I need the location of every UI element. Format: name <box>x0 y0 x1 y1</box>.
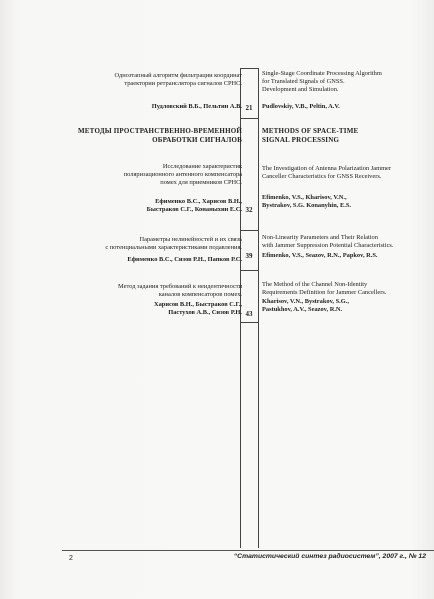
entry-4-en-title-line: The Method of the Channel Non-Identity <box>262 281 368 288</box>
footer-rule <box>62 550 434 551</box>
entry-1-ru-title-line: траектории ретранслятора сигналов СРНС. <box>124 80 242 88</box>
entry-4-ru-title-line: Метод задания требований к неидентичности <box>118 283 242 290</box>
entry-1-en-authors: Pudlovskiy, V.B., Peltin, A.V. <box>262 103 340 110</box>
entry-4-ru-title-line: каналов компенсаторов помех. <box>158 291 242 299</box>
entry-4-ru-authors <box>154 301 242 317</box>
entry-2-page: 32 <box>245 206 253 214</box>
entry-2-ru-title-line: поляризационного антенного компенсатора <box>123 171 242 179</box>
section-title-en-line: SIGNAL PROCESSING <box>262 136 340 144</box>
entry-2-en-title-line: Canceller Characteristics for GNSS Receivers. <box>262 173 382 181</box>
entry-2-ru-title-line: Исследование характеристик <box>162 163 242 170</box>
entry-3-ru-authors: Ефименко В.С., Сизов Р.Н., Папков Р.С. <box>127 256 242 263</box>
entry-2-en-authors <box>262 194 412 210</box>
entry-3-en-title-line: Non-Linearity Parameters and Their Relation <box>262 234 378 241</box>
entry-4-ru-authors-line: Харисов В.Н., Быстраков С.Г., <box>153 301 242 308</box>
entry-1-ru-title <box>114 72 242 88</box>
entry-2-en-title-line: The Investigation of Antenna Polarization Jammer <box>262 165 392 172</box>
entry-3-ru-title-line: Параметры нелинейностей и их связь <box>139 236 242 243</box>
box-rule-2 <box>240 230 258 231</box>
footer-page-number: 2 <box>69 555 73 562</box>
entry-2-ru-authors-line: Ефименко В.С., Харисов В.Н., <box>155 198 242 205</box>
entry-1-ru-title-line: Однозтапный алгоритм фильтрации координат <box>114 72 242 79</box>
entry-1-ru-authors: Пудловский В.Б., Пельтин А.В. <box>151 103 242 110</box>
box-rule-1 <box>240 118 258 119</box>
section-title-ru <box>78 127 242 145</box>
entry-1-en-title-line: for Translated Signals of GNSS. <box>262 78 345 86</box>
section-title-en-line: METHODS OF SPACE-TIME <box>262 127 359 135</box>
entry-2-ru-title <box>124 163 242 188</box>
entry-2-en-authors-line: Bystrakov, S.G. Konanyhin, E.S. <box>262 202 351 210</box>
entry-4-en-authors-line: Pastukhov, A.V., Seazov, R.N. <box>262 306 343 314</box>
entry-4-ru-title <box>118 283 242 299</box>
box-rule-3 <box>240 270 258 271</box>
entry-2-en-title <box>262 165 412 181</box>
entry-2-en-authors-line: Efimenko, V.S., Kharisov, V.N., <box>262 194 347 201</box>
section-title-en <box>262 127 358 145</box>
entry-3-en-authors: Efimenko, V.S., Seazov, R.N., Papkov, R.S. <box>262 252 378 259</box>
entry-2-ru-title-line: помех для приемников СРНС. <box>160 179 242 187</box>
box-rule-4 <box>240 322 258 323</box>
entry-1-page: 21 <box>245 104 253 112</box>
entry-4-page: 43 <box>245 310 253 318</box>
entry-3-en-title-line: with Jammer Suppression Potential Characteristics. <box>262 242 394 250</box>
entry-1-en-title <box>262 70 412 95</box>
section-title-ru-line: МЕТОДЫ ПРОСТРАНСТВЕННО-ВРЕМЕННОЙ <box>78 127 242 135</box>
entry-2-ru-authors-line: Быстраков С.Г., Конаныхин Е.С. <box>146 206 242 214</box>
entry-4-en-title-line: Requirements Definition for Jammer Cancellers. <box>262 289 387 297</box>
column-rule-right <box>258 68 259 548</box>
entry-4-ru-authors-line: Пастухов А.В., Сизов Р.Н. <box>168 309 242 317</box>
section-title-ru-line: ОБРАБОТКИ СИГНАЛОВ <box>152 136 242 144</box>
footer-journal-title: “Статистический синтез радиосистем”, 2007 г., № 12 <box>233 553 426 560</box>
entry-4-en-title <box>262 281 412 297</box>
entry-4-en-authors <box>262 298 412 314</box>
entry-3-page: 39 <box>245 252 253 260</box>
entry-1-en-title-line: Single-Stage Coordinate Processing Algorithm <box>262 70 382 77</box>
entry-1-en-title-line: Development and Simulation. <box>262 86 339 94</box>
entry-3-ru-title <box>105 236 242 252</box>
entry-3-ru-title-line: с потенциальными характеристиками подавления. <box>105 244 242 252</box>
entry-2-ru-authors <box>147 198 242 214</box>
box-rule-top-1 <box>240 68 258 69</box>
entry-3-en-title <box>262 234 412 250</box>
entry-4-en-authors-line: Kharisov, V.N., Bystrakov, S.G., <box>262 298 349 305</box>
